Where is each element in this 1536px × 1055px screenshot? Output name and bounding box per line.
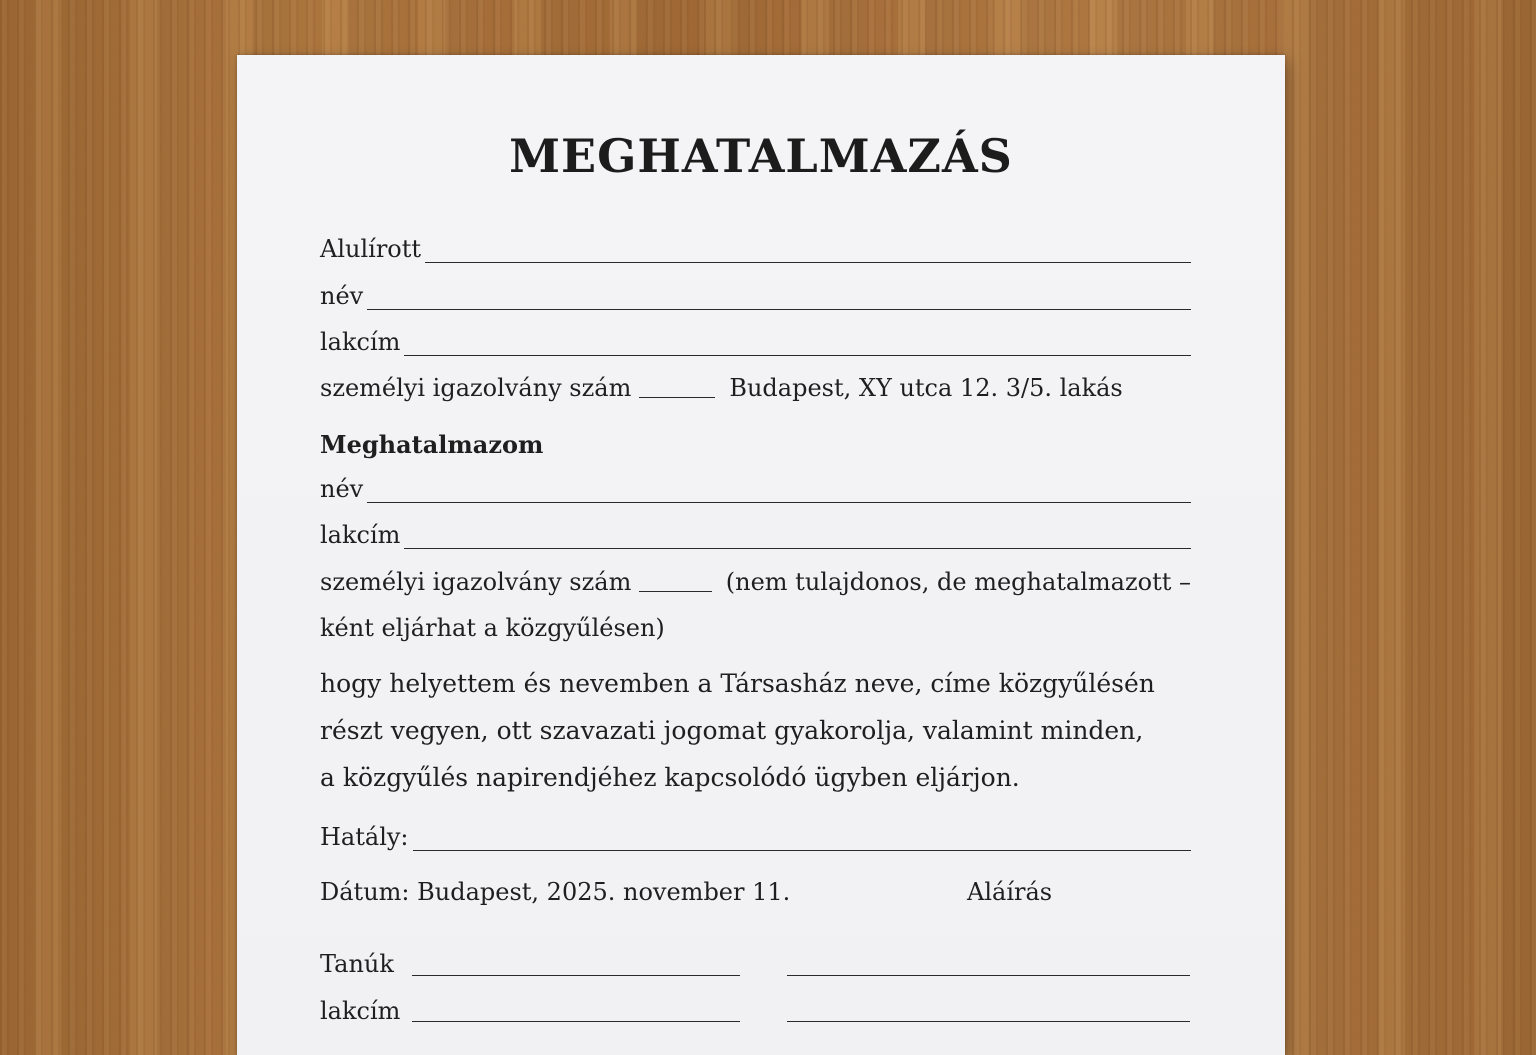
- agent-heading-row: [320, 430, 1191, 459]
- witnesses-label: Tanúk: [320, 950, 394, 978]
- agent-id-label: személyi igazolvány szám: [320, 568, 632, 596]
- agent-address-row: [320, 521, 1191, 549]
- body-line-3: a közgyűlés napirendjéhez kapcsolódó ügyben eljárjon.: [320, 763, 1020, 792]
- principal-id-field[interactable]: [639, 397, 715, 398]
- agent-note-row: [320, 614, 1191, 642]
- agent-address-label: lakcím: [320, 521, 401, 549]
- witness-1-name-field[interactable]: [412, 975, 740, 976]
- principal-name-field[interactable]: [367, 309, 1191, 310]
- principal-address-field[interactable]: [404, 355, 1191, 356]
- undersigned-field[interactable]: [425, 262, 1191, 263]
- witness-2-address-field[interactable]: [787, 1021, 1190, 1022]
- agent-note-line1: (nem tulajdonos, de meghatalmazott –: [725, 568, 1191, 596]
- witness-2-name-field[interactable]: [787, 975, 1190, 976]
- document-title: MEGHATALMAZÁS: [509, 129, 1013, 183]
- agent-note-line2: ként eljárhat a közgyűlésen): [320, 614, 665, 642]
- agent-address-field[interactable]: [404, 548, 1191, 549]
- signature-label: Aláírás: [967, 878, 1053, 906]
- body-line-2: részt vegyen, ott szavazati jogomat gyakorolja, valamint minden,: [320, 716, 1144, 745]
- principal-name-row: [320, 282, 1191, 310]
- principal-address-value: Budapest, XY utca 12. 3/5. lakás: [729, 374, 1123, 402]
- power-of-attorney-document: [237, 55, 1285, 1055]
- agent-heading: Meghatalmazom: [320, 430, 544, 459]
- principal-name-label: név: [320, 282, 364, 310]
- validity-label: Hatály:: [320, 823, 409, 851]
- agent-name-label: név: [320, 475, 364, 503]
- undersigned-row: [320, 235, 1191, 263]
- agent-id-row: [320, 568, 1191, 596]
- validity-row: [320, 823, 1191, 851]
- agent-name-row: [320, 475, 1191, 503]
- principal-id-row: [320, 374, 1191, 402]
- agent-id-field[interactable]: [639, 591, 711, 592]
- undersigned-label: Alulírott: [320, 235, 422, 263]
- principal-id-label: személyi igazolvány szám: [320, 374, 632, 402]
- body-line-1: hogy helyettem és nevemben a Társasház neve, címe közgyűlésén: [320, 669, 1155, 698]
- witness-address-label: lakcím: [320, 997, 401, 1025]
- date-text: Dátum: Budapest, 2025. november 11.: [320, 878, 791, 906]
- principal-address-label: lakcím: [320, 328, 401, 356]
- principal-address-row: [320, 328, 1191, 356]
- witness-1-address-field[interactable]: [412, 1021, 740, 1022]
- agent-name-field[interactable]: [367, 502, 1191, 503]
- validity-field[interactable]: [413, 850, 1191, 851]
